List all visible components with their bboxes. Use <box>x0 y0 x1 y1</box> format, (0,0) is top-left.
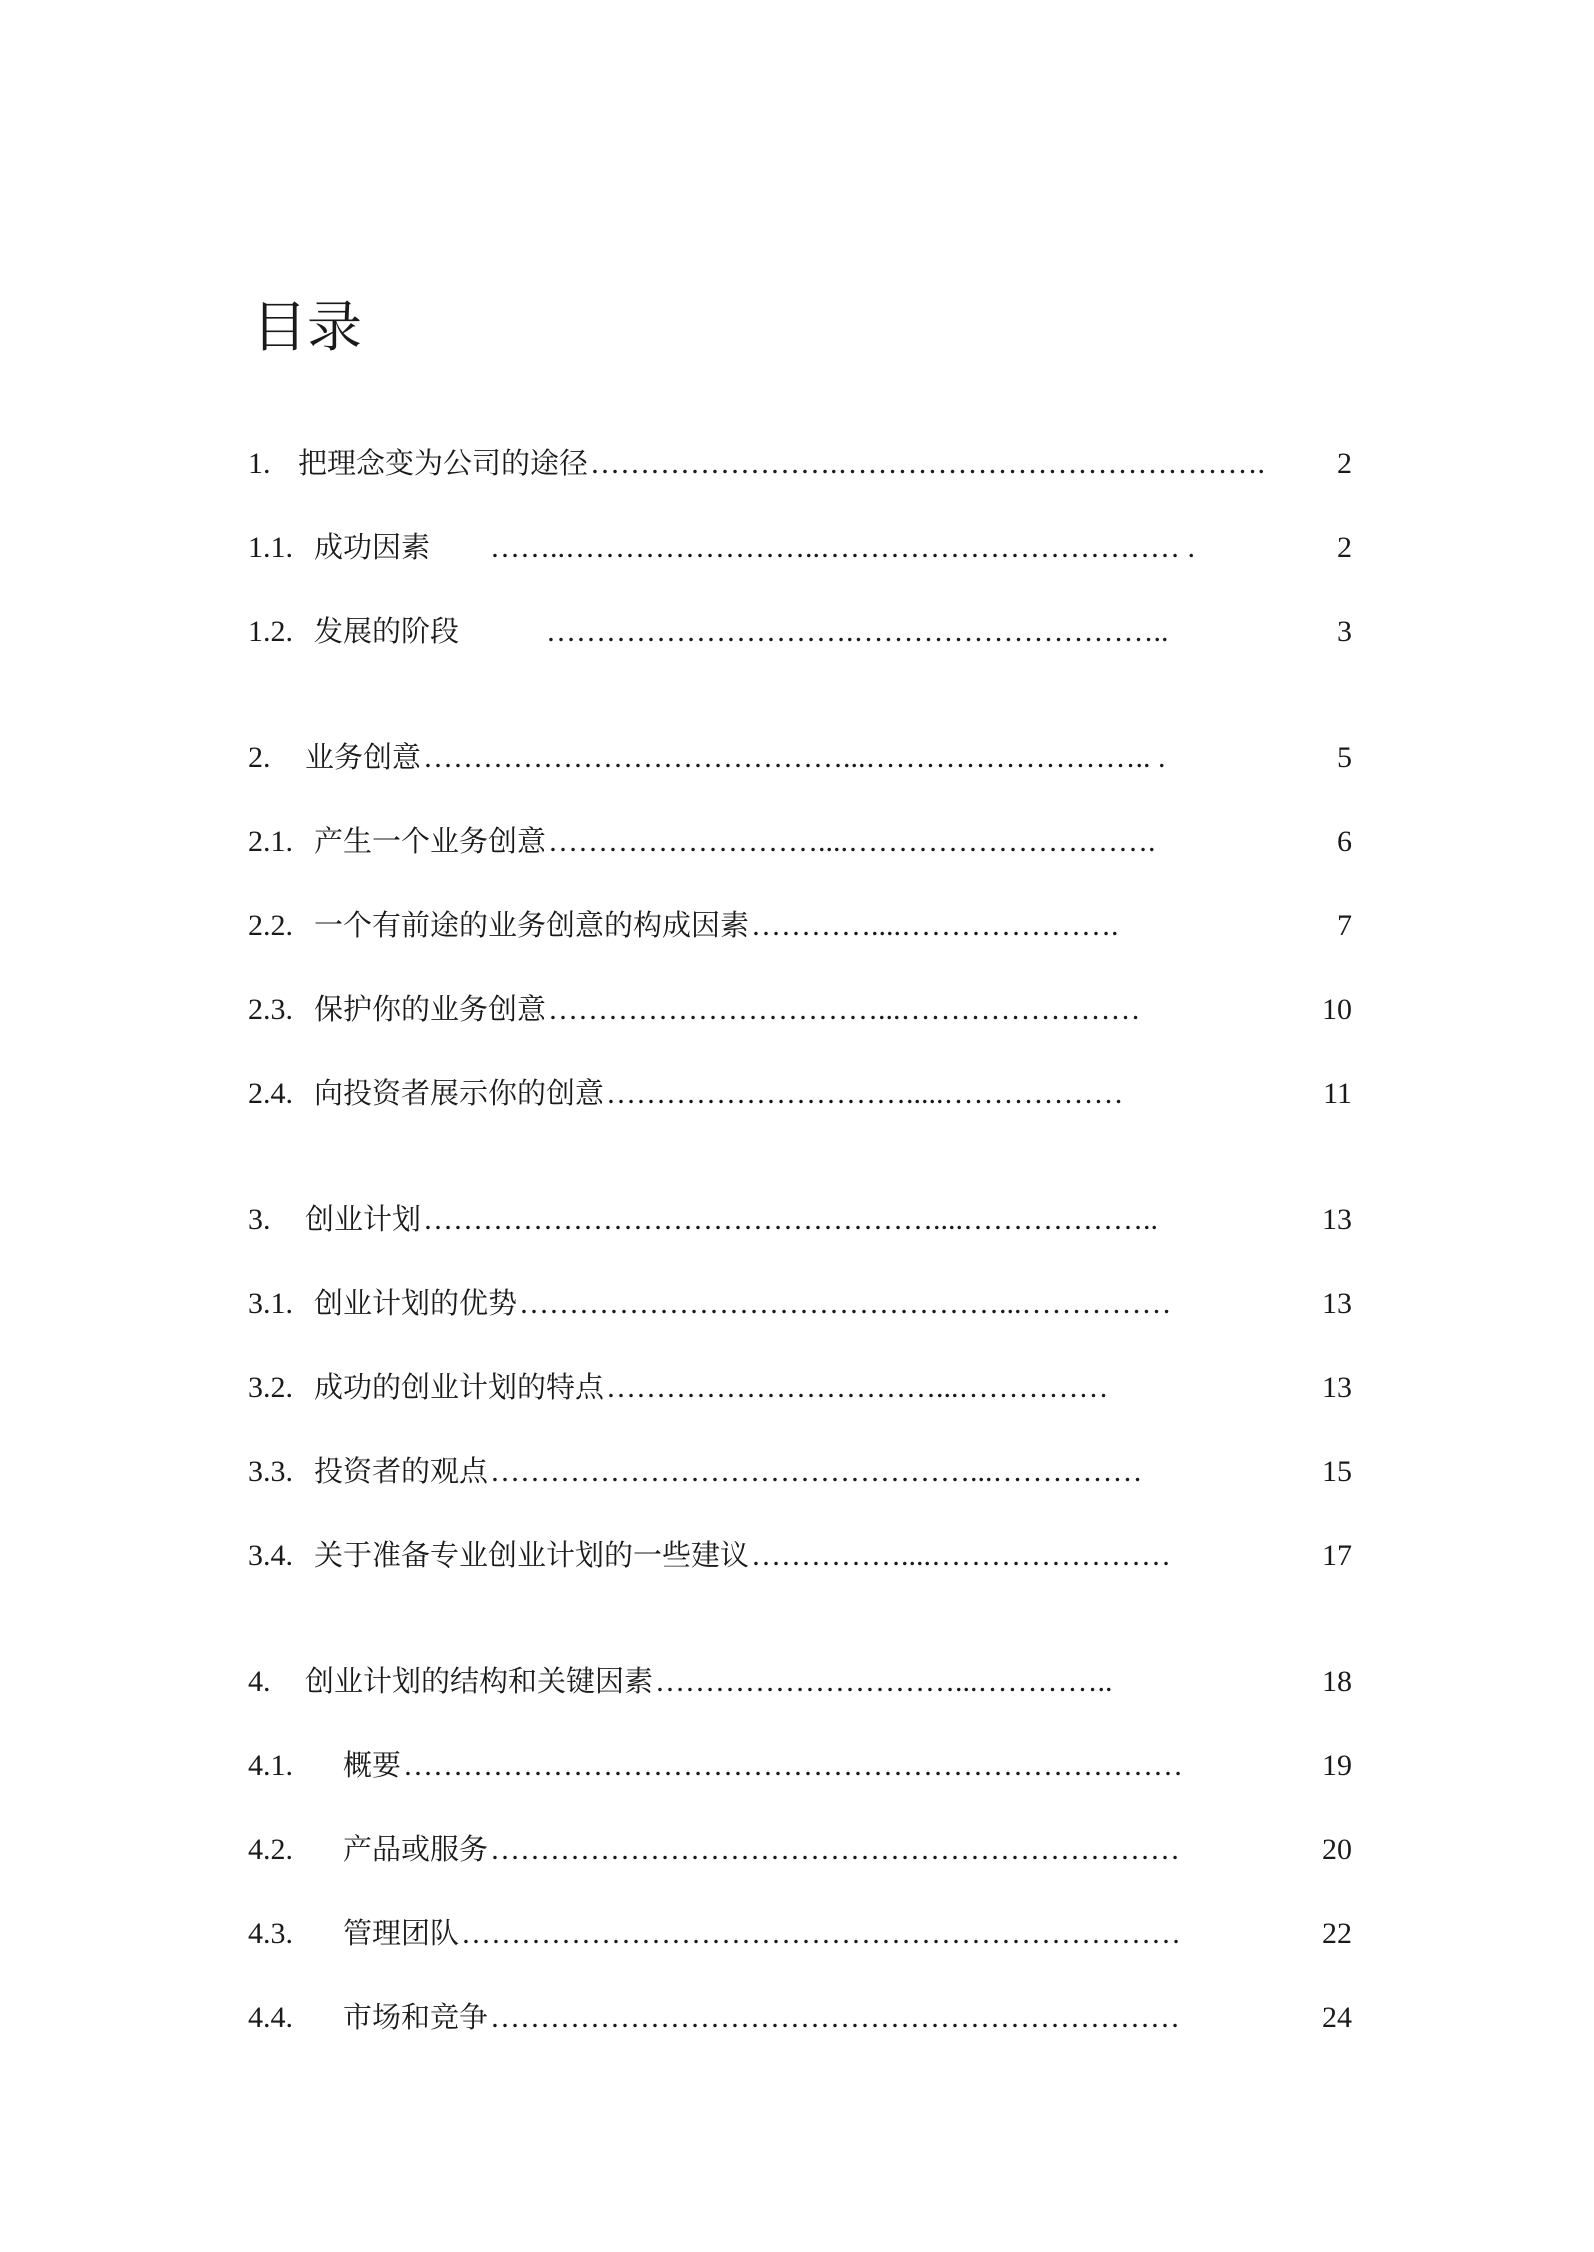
toc-entry-page: 2 <box>1337 447 1352 480</box>
toc-entry-leader: …………………………………………………………… <box>490 2001 1181 2034</box>
toc-entry[interactable] <box>248 1661 1352 1701</box>
toc-entry-label: 管理团队 <box>343 1916 460 1950</box>
toc-entry-number: 4.1. <box>248 1749 293 1782</box>
toc-entry-leader: ……..……………………..……………………………… . <box>490 531 1195 564</box>
toc-entry[interactable] <box>248 1997 1352 2037</box>
toc-entry-label: 产品或服务 <box>343 1832 489 1866</box>
toc-entry-leader: …………………………………………...…………… <box>519 1287 1172 1320</box>
toc-entry-page: 17 <box>1322 1539 1352 1572</box>
toc-entry-page: 20 <box>1322 1833 1352 1866</box>
toc-entry-page: 13 <box>1322 1371 1352 1404</box>
toc-entry-page: 19 <box>1322 1749 1352 1782</box>
toc-entry-leader: …………....…………………. <box>751 909 1119 942</box>
toc-entry-label: 发展的阶段 <box>314 614 460 648</box>
toc-entry-page: 7 <box>1337 909 1352 942</box>
toc-entry-leader: ……………………………...…………… <box>606 1371 1109 1404</box>
toc-entry-number: 3. <box>248 1203 271 1236</box>
toc-entry-leader: ………………………....…………………………. <box>548 825 1156 858</box>
toc-entry-label: 关于准备专业创业计划的一些建议 <box>314 1538 750 1572</box>
toc-entry-leader: ……………………………………...……………………….. . <box>423 741 1166 774</box>
toc-entry-number: 2.2. <box>248 909 293 942</box>
toc-entry-label: 产生一个业务创意 <box>314 824 547 858</box>
toc-entry-label: 业务创意 <box>305 740 422 774</box>
toc-entry-number: 3.3. <box>248 1455 293 1488</box>
toc-entry-page: 3 <box>1337 615 1352 648</box>
toc-entry-number: 4. <box>248 1665 271 1698</box>
toc-entry-leader: …………………………...………….. <box>655 1665 1113 1698</box>
toc-entry-number: 3.2. <box>248 1371 293 1404</box>
toc-entry-leader: ………………………….....……………… <box>606 1077 1124 1110</box>
toc-entry[interactable] <box>248 1199 1352 1239</box>
toc-entry-leader: ……………....…………………… <box>751 1539 1172 1572</box>
toc-entry-number: 1.2. <box>248 615 293 648</box>
toc-entry-label: 成功的创业计划的特点 <box>314 1370 605 1404</box>
toc-entry-number: 4.4. <box>248 2001 293 2034</box>
toc-entry-leader: …………………….……………………………………. <box>590 447 1266 480</box>
toc-entry-page: 10 <box>1322 993 1352 1026</box>
toc-entry-label: 创业计划 <box>305 1202 422 1236</box>
toc-entry-page: 15 <box>1322 1455 1352 1488</box>
toc-entry-leader: …………………………………………………………………… <box>403 1749 1184 1782</box>
toc-entry-number: 2. <box>248 741 271 774</box>
toc-entry-page: 13 <box>1322 1203 1352 1236</box>
toc-entry-number: 3.1. <box>248 1287 293 1320</box>
toc-entry[interactable] <box>248 611 1352 651</box>
toc-entry-leader: ……………………………………………………………… <box>461 1917 1182 1950</box>
toc-entry-page: 6 <box>1337 825 1352 858</box>
toc-entry-leader: ……………………………………………....……………….. <box>423 1203 1159 1236</box>
toc-entry[interactable] <box>248 1367 1352 1407</box>
toc-entry[interactable] <box>248 821 1352 861</box>
toc-entry-label: 创业计划的结构和关键因素 <box>305 1664 654 1698</box>
toc-entry-page: 13 <box>1322 1287 1352 1320</box>
toc-entry[interactable] <box>248 737 1352 777</box>
toc-entry[interactable] <box>248 1451 1352 1491</box>
toc-entry-number: 4.2. <box>248 1833 293 1866</box>
toc-entry-leader: …………………………………………………………… <box>490 1833 1181 1866</box>
toc-entry-number: 1.1. <box>248 531 293 564</box>
toc-entry-label: 成功因素 <box>314 530 431 564</box>
toc-entry-label: 创业计划的优势 <box>314 1286 518 1320</box>
toc-entry-page: 5 <box>1337 741 1352 774</box>
toc-entry-number: 2.4. <box>248 1077 293 1110</box>
toc-entry-label: 一个有前途的业务创意的构成因素 <box>314 908 750 942</box>
toc-entry[interactable] <box>248 527 1352 567</box>
toc-entry-number: 3.4. <box>248 1539 293 1572</box>
toc-entry-label: 投资者的观点 <box>314 1454 489 1488</box>
toc-title: 目录 <box>252 295 363 359</box>
toc-entry[interactable] <box>248 443 1352 483</box>
toc-entry-page: 22 <box>1322 1917 1352 1950</box>
toc-entry[interactable] <box>248 1535 1352 1575</box>
toc-entry-label: 把理念变为公司的途径 <box>298 446 589 480</box>
toc-entry-label: 市场和竞争 <box>343 2000 489 2034</box>
toc-entry-number: 1. <box>248 447 271 480</box>
toc-entry[interactable] <box>248 905 1352 945</box>
toc-entry[interactable] <box>248 1283 1352 1323</box>
toc-entry-page: 18 <box>1322 1665 1352 1698</box>
toc-entry-page: 2 <box>1337 531 1352 564</box>
toc-entry[interactable] <box>248 989 1352 1029</box>
toc-entry-leader: ……………………………...…………………… <box>548 993 1141 1026</box>
toc-entry-number: 4.3. <box>248 1917 293 1950</box>
toc-entry[interactable] <box>248 1745 1352 1785</box>
toc-entry-number: 2.1. <box>248 825 293 858</box>
toc-entry-page: 11 <box>1323 1077 1352 1110</box>
toc-entry-label: 向投资者展示你的创意 <box>314 1076 605 1110</box>
toc-entry-label: 概要 <box>343 1748 402 1782</box>
toc-entry-page: 24 <box>1322 2001 1352 2034</box>
toc-entry-leader: ………………………….………………………….. <box>546 615 1169 648</box>
toc-entry[interactable] <box>248 1073 1352 1113</box>
toc-entry-number: 2.3. <box>248 993 293 1026</box>
toc-entry[interactable] <box>248 1913 1352 1953</box>
toc-entry[interactable] <box>248 1829 1352 1869</box>
toc-entry-label: 保护你的业务创意 <box>314 992 547 1026</box>
toc-entry-leader: …………………………………………...…………… <box>490 1455 1143 1488</box>
